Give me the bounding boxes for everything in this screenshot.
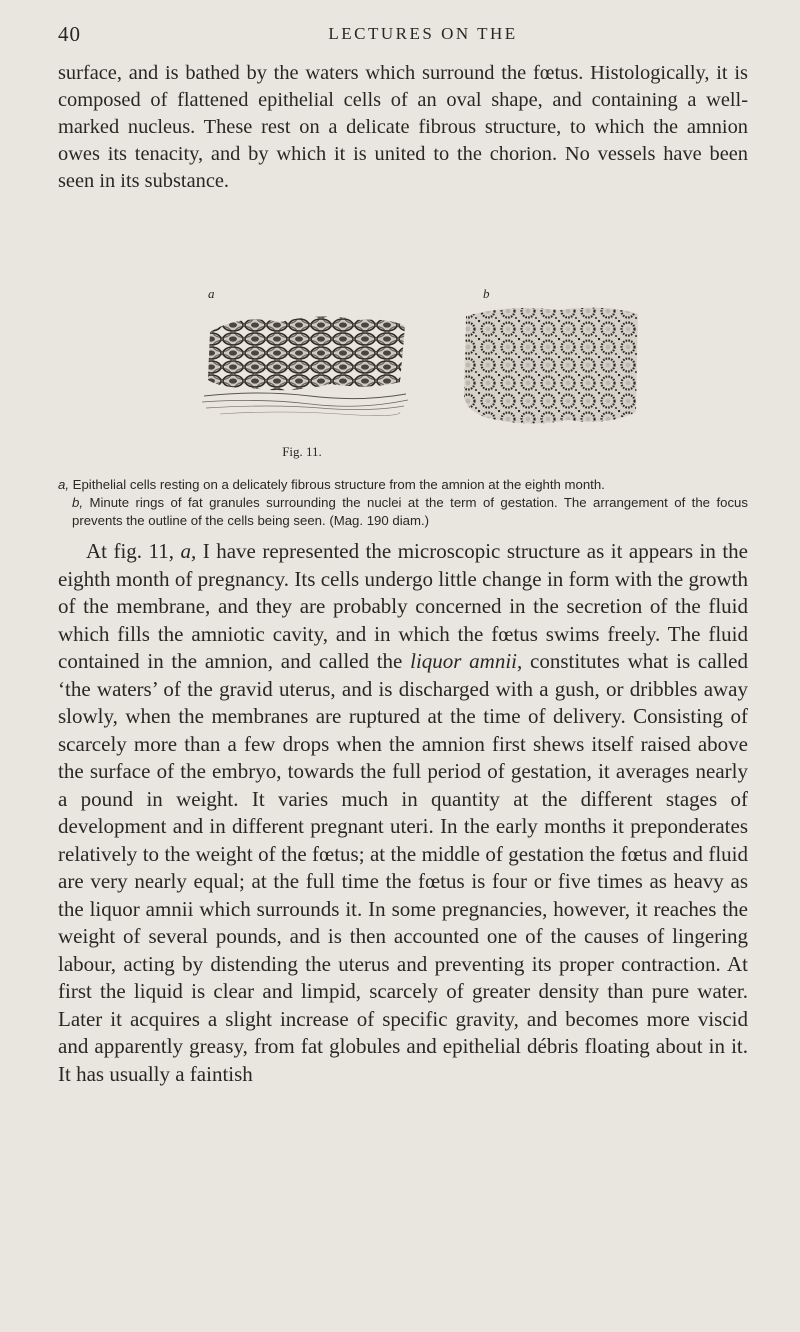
term-liquor-amnii: liquor amnii, [410,649,523,673]
page-header [58,22,748,52]
paragraph-1: surface, and is bathed by the waters which surround the fœtus. Histologically, it is composed of flattened epithelial cells of an oval shape, and containing a well-marked nucleus. These rest on a delicate fibrous structure, to which the amnion owes its tenacity, and by which it is united to the chorion. No vessels have been seen in its substance. [58,62,748,192]
figure-legend [58,476,748,530]
legend-b-text: Minute rings of fat granules surrounding the nuclei at the term of gestation. The arrangement of the focus prevents the outline of the cells being seen. (Mag. 190 diam.) [72,495,748,528]
paragraph-2-lead-letter: a, [180,539,197,563]
paragraph-2 [58,538,748,1088]
paragraph-2-lead: At fig. 11, [86,539,175,563]
figure-11 [190,286,730,452]
legend-b-letter: b, [72,495,83,510]
figure-b-fat-granules [458,302,643,432]
page-number: 40 [58,22,81,46]
figure-caption: Fig. 11. [282,444,322,459]
figure-a-epithelial-cells [200,304,410,434]
figure-label-b: b [483,286,490,301]
paragraph-2-part-2: constitutes what is called ‘the waters’ of the gravid uterus, and is discharged with a gush, or dribbles away slowly, when the membranes are ruptured at the time of delivery. Consisting of scarcely more than a few drops when the amnion first shews itself raised above the surface of the embryo, towards the full period of gestation, it averages nearly a pound in weight. It varies much in quantity at the different stages of development and in different pregnant uteri. In the early months it preponderates relatively to the weight of the fœtus; at the middle of gestation the fœtus and fluid are very nearly equal; at the full time the fœtus is four or five times as heavy as the liquor amnii which surrounds it. In some pregnancies, however, it reaches the weight of several pounds, and is then accounted one of the causes of lingering labour, acting by distending the uterus and preventing its proper contraction. At first the liquid is clear and limpid, scarcely of greater density than pure water. Later it acquires a slight increase of specific gravity, and becomes more viscid and apparently greasy, from fat globules and epithelial débris floating about in it. It has usually a faintish [58,649,748,1086]
running-head: LECTURES ON THE [328,24,518,43]
paragraph-2-part-1: I have represented the microscopic structure as it appears in the eighth month of pregnancy. Its cells undergo little change in form with the growth of the membrane, and they are probably concerned in the secretion of the fluid which fills the amniotic cavity, and in which the fœtus swims freely. The fluid contained in the amnion, and called the [58,539,748,673]
legend-a-letter: a, [58,477,69,492]
legend-a-text: Epithelial cells resting on a delicately fibrous structure from the amnion at the eighth month. [72,477,605,492]
figure-label-a: a [208,286,215,301]
